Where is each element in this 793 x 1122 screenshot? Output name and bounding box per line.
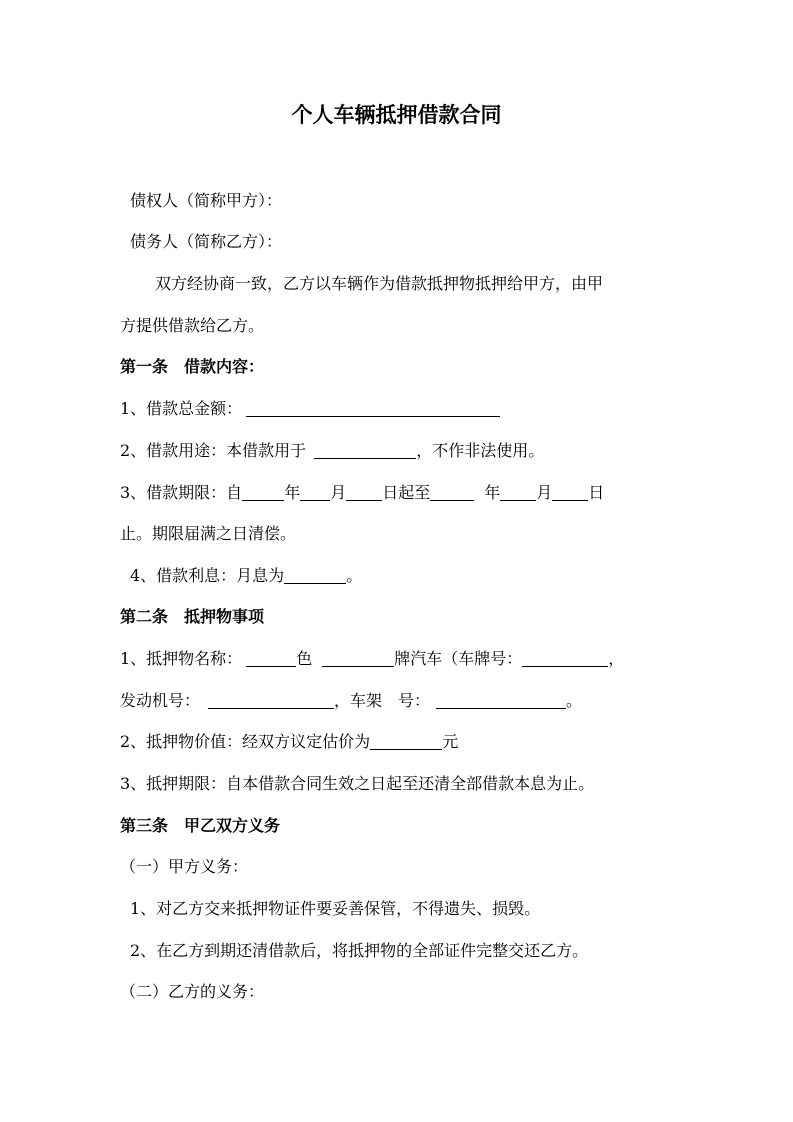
- engine-line-end: 。: [566, 691, 583, 710]
- interest-blank: [284, 567, 346, 584]
- party-b-title: （二）乙方的义务：: [120, 982, 265, 1001]
- color-label: 色: [296, 649, 313, 668]
- creditor-line: 债权人（简称甲方）：: [130, 191, 283, 210]
- end-year-blank: [430, 484, 474, 501]
- yuan-label: 元: [442, 732, 459, 751]
- page-title: 个人车辆抵押借款合同: [291, 102, 502, 127]
- loan-term-line: [120, 483, 604, 503]
- engine-line: [120, 691, 582, 711]
- intro-line-2: 方提供借款给乙方。: [120, 316, 265, 335]
- loan-interest-line: [130, 566, 362, 586]
- frame-blank: [436, 692, 566, 709]
- collateral-value-line: [120, 732, 458, 752]
- collateral-value-label: 2、抵押物价值：经双方议定估价为: [120, 732, 371, 751]
- loan-purpose-label: 2、借款用途：本借款用于: [120, 441, 307, 460]
- loan-purpose-line: [120, 441, 544, 461]
- start-year-blank: [242, 484, 284, 501]
- collateral-period-line: 3、抵押期限：自本借款合同生效之日起至还清全部借款本息为止。: [120, 774, 595, 793]
- brand-blank: [322, 650, 394, 667]
- loan-term-end: 止。期限届满之日清偿。: [120, 524, 297, 543]
- from-label: 日起至: [382, 483, 431, 502]
- party-a-duty-2: 2、在乙方到期还清借款后，将抵押物的全部证件完整交还乙方。: [130, 941, 589, 960]
- loan-amount-line: [120, 399, 500, 419]
- interest-label: 4、借款利息：月息为: [130, 566, 285, 585]
- loan-purpose-blank: [314, 442, 416, 459]
- article-1-heading: 第一条 借款内容：: [120, 357, 265, 376]
- article-2-heading: 第二条 抵押物事项: [120, 607, 265, 626]
- article-3-heading: 第三条 甲乙双方义务: [120, 816, 281, 835]
- engine-blank: [208, 692, 334, 709]
- start-month-blank: [300, 484, 330, 501]
- year-label-2: 年: [484, 483, 501, 502]
- interest-suffix: 。: [346, 566, 363, 585]
- year-label: 年: [284, 483, 301, 502]
- day-label: 日: [588, 483, 605, 502]
- brand-label: 牌汽车（车牌号：: [394, 649, 523, 668]
- debtor-line: 债务人（简称乙方）：: [130, 232, 283, 251]
- collateral-name-line: [120, 649, 624, 669]
- month-label-2: 月: [536, 483, 553, 502]
- color-blank: [246, 650, 296, 667]
- end-day-blank: [552, 484, 588, 501]
- loan-amount-blank: [246, 400, 500, 417]
- month-label: 月: [330, 483, 347, 502]
- end-month-blank: [500, 484, 536, 501]
- party-a-duty-1: 1、对乙方交来抵押物证件要妥善保管，不得遗失、损毁。: [130, 899, 541, 918]
- engine-label: 发动机号：: [120, 691, 201, 710]
- loan-purpose-suffix: ，不作非法使用。: [416, 441, 545, 460]
- start-day-blank: [346, 484, 382, 501]
- collateral-name-label: 1、抵押物名称：: [120, 649, 243, 668]
- plate-blank: [522, 650, 608, 667]
- loan-term-label: 3、借款期限：自: [120, 483, 243, 502]
- plate-comma: ，: [608, 649, 625, 668]
- frame-label: ，车架 号：: [334, 691, 431, 710]
- collateral-value-blank: [370, 733, 442, 750]
- party-a-title: （一）甲方义务：: [120, 857, 249, 876]
- intro-line-1: 双方经协商一致，乙方以车辆作为借款抵押物抵押给甲方，由甲: [155, 274, 604, 293]
- loan-amount-label: 1、借款总金额：: [120, 399, 243, 418]
